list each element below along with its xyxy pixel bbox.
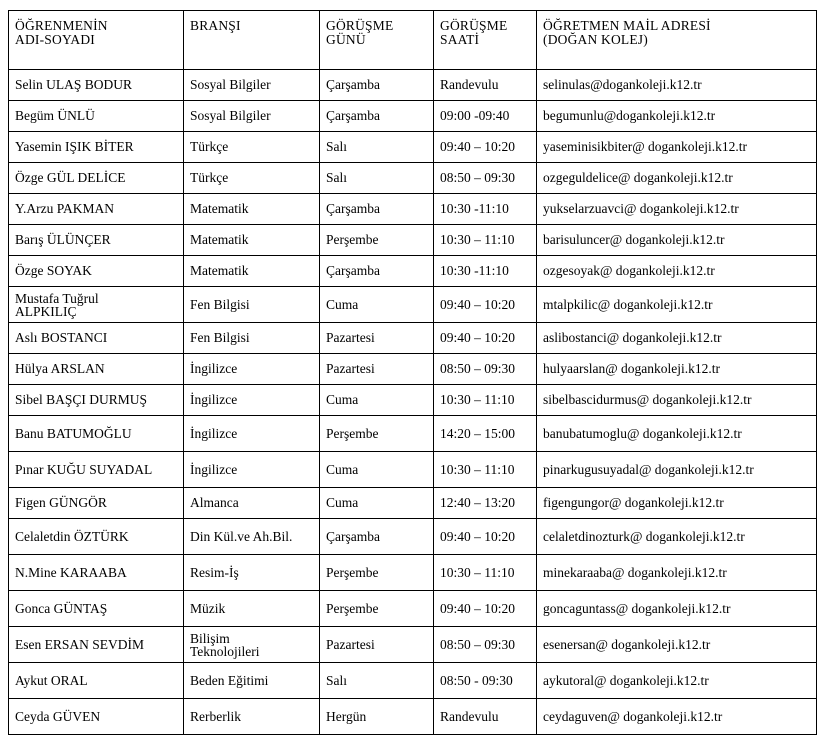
table-row [9, 132, 817, 163]
cell-email: mtalpkilic@ dogankoleji.k12.tr [537, 287, 817, 323]
cell-branch: İngilizce [184, 416, 320, 452]
cell-time: 10:30 – 11:10 [434, 452, 537, 488]
cell-name: Banu BATUMOĞLU [9, 416, 184, 452]
cell-email: aykutoral@ dogankoleji.k12.tr [537, 663, 817, 699]
cell-time: 09:40 – 10:20 [434, 591, 537, 627]
cell-time: Randevulu [434, 699, 537, 735]
cell-name: Esen ERSAN SEVDİM [9, 627, 184, 663]
cell-branch: Bilişim Teknolojileri [184, 627, 320, 663]
cell-email: selinulas@dogankoleji.k12.tr [537, 70, 817, 101]
cell-name: Figen GÜNGÖR [9, 488, 184, 519]
cell-email: yaseminisikbiter@ dogankoleji.k12.tr [537, 132, 817, 163]
header-branch: BRANŞI [184, 11, 320, 70]
cell-day: Perşembe [320, 416, 434, 452]
cell-day: Perşembe [320, 555, 434, 591]
cell-day: Salı [320, 132, 434, 163]
cell-day: Hergün [320, 699, 434, 735]
cell-email: sibelbascidurmus@ dogankoleji.k12.tr [537, 385, 817, 416]
cell-name: Aslı BOSTANCI [9, 323, 184, 354]
table-row [9, 385, 817, 416]
cell-time: 10:30 – 11:10 [434, 385, 537, 416]
table-row [9, 101, 817, 132]
cell-time: 08:50 – 09:30 [434, 627, 537, 663]
table-row [9, 591, 817, 627]
cell-day: Perşembe [320, 225, 434, 256]
cell-branch: Matematik [184, 194, 320, 225]
cell-branch: Resim-İş [184, 555, 320, 591]
cell-email: minekaraaba@ dogankoleji.k12.tr [537, 555, 817, 591]
cell-day: Çarşamba [320, 101, 434, 132]
cell-branch: Matematik [184, 256, 320, 287]
cell-day: Perşembe [320, 591, 434, 627]
cell-branch: İngilizce [184, 354, 320, 385]
cell-email: esenersan@ dogankoleji.k12.tr [537, 627, 817, 663]
cell-time: 08:50 – 09:30 [434, 354, 537, 385]
cell-name: Selin ULAŞ BODUR [9, 70, 184, 101]
cell-email: barisuluncer@ dogankoleji.k12.tr [537, 225, 817, 256]
cell-day: Pazartesi [320, 323, 434, 354]
cell-name: Sibel BAŞÇI DURMUŞ [9, 385, 184, 416]
cell-branch: Din Kül.ve Ah.Bil. [184, 519, 320, 555]
header-time: GÖRÜŞME SAATİ [434, 11, 537, 70]
cell-day: Çarşamba [320, 256, 434, 287]
cell-day: Cuma [320, 287, 434, 323]
table-row [9, 627, 817, 663]
cell-email: figengungor@ dogankoleji.k12.tr [537, 488, 817, 519]
cell-time: 14:20 – 15:00 [434, 416, 537, 452]
table-row [9, 519, 817, 555]
table-body [9, 70, 817, 735]
cell-email: banubatumoglu@ dogankoleji.k12.tr [537, 416, 817, 452]
cell-email: aslibostanci@ dogankoleji.k12.tr [537, 323, 817, 354]
cell-time: 08:50 - 09:30 [434, 663, 537, 699]
cell-name: Özge GÜL DELİCE [9, 163, 184, 194]
cell-name: Gonca GÜNTAŞ [9, 591, 184, 627]
cell-time: 10:30 – 11:10 [434, 555, 537, 591]
cell-name: Aykut ORAL [9, 663, 184, 699]
cell-branch: Beden Eğitimi [184, 663, 320, 699]
cell-day: Çarşamba [320, 194, 434, 225]
cell-time: 12:40 – 13:20 [434, 488, 537, 519]
cell-branch: İngilizce [184, 385, 320, 416]
cell-email: ozgeguldelice@ dogankoleji.k12.tr [537, 163, 817, 194]
table-row [9, 699, 817, 735]
cell-time: 08:50 – 09:30 [434, 163, 537, 194]
cell-time: 09:40 – 10:20 [434, 132, 537, 163]
cell-branch: Almanca [184, 488, 320, 519]
table-row [9, 354, 817, 385]
cell-name: Begüm ÜNLÜ [9, 101, 184, 132]
table-row [9, 452, 817, 488]
cell-branch: Fen Bilgisi [184, 287, 320, 323]
table-row [9, 488, 817, 519]
cell-branch: Sosyal Bilgiler [184, 101, 320, 132]
cell-name: Y.Arzu PAKMAN [9, 194, 184, 225]
table-header [9, 11, 817, 70]
cell-time: Randevulu [434, 70, 537, 101]
cell-branch: Türkçe [184, 132, 320, 163]
cell-time: 10:30 – 11:10 [434, 225, 537, 256]
cell-email: pinarkugusuyadal@ dogankoleji.k12.tr [537, 452, 817, 488]
table-row [9, 416, 817, 452]
cell-time: 09:00 -09:40 [434, 101, 537, 132]
cell-name: Ceyda GÜVEN [9, 699, 184, 735]
cell-time: 10:30 -11:10 [434, 194, 537, 225]
cell-day: Çarşamba [320, 70, 434, 101]
cell-branch: Türkçe [184, 163, 320, 194]
cell-day: Cuma [320, 385, 434, 416]
cell-name: Barış ÜLÜNÇER [9, 225, 184, 256]
cell-email: begumunlu@dogankoleji.k12.tr [537, 101, 817, 132]
cell-time: 09:40 – 10:20 [434, 287, 537, 323]
cell-day: Salı [320, 163, 434, 194]
cell-branch: Rerberlik [184, 699, 320, 735]
cell-time: 09:40 – 10:20 [434, 323, 537, 354]
cell-branch: Matematik [184, 225, 320, 256]
table-row [9, 663, 817, 699]
cell-email: goncaguntass@ dogankoleji.k12.tr [537, 591, 817, 627]
table-row [9, 323, 817, 354]
cell-email: yukselarzuavci@ dogankoleji.k12.tr [537, 194, 817, 225]
cell-day: Salı [320, 663, 434, 699]
table-row [9, 163, 817, 194]
cell-branch: İngilizce [184, 452, 320, 488]
cell-email: ozgesoyak@ dogankoleji.k12.tr [537, 256, 817, 287]
table-row [9, 555, 817, 591]
table-row [9, 256, 817, 287]
cell-name: Hülya ARSLAN [9, 354, 184, 385]
header-row [9, 11, 817, 70]
cell-name: Celaletdin ÖZTÜRK [9, 519, 184, 555]
cell-time: 09:40 – 10:20 [434, 519, 537, 555]
header-day: GÖRÜŞME GÜNÜ [320, 11, 434, 70]
header-name: ÖĞRENMENİN ADI-SOYADI [9, 11, 184, 70]
cell-email: ceydaguven@ dogankoleji.k12.tr [537, 699, 817, 735]
cell-name: Özge SOYAK [9, 256, 184, 287]
cell-name: Pınar KUĞU SUYADAL [9, 452, 184, 488]
table-row [9, 287, 817, 323]
table-row [9, 225, 817, 256]
cell-branch: Sosyal Bilgiler [184, 70, 320, 101]
cell-name: Yasemin IŞIK BİTER [9, 132, 184, 163]
cell-name: Mustafa Tuğrul ALPKILIÇ [9, 287, 184, 323]
cell-branch: Müzik [184, 591, 320, 627]
table-row [9, 70, 817, 101]
teacher-meeting-table [8, 10, 817, 735]
cell-branch: Fen Bilgisi [184, 323, 320, 354]
cell-email: celaletdinozturk@ dogankoleji.k12.tr [537, 519, 817, 555]
cell-day: Cuma [320, 452, 434, 488]
cell-day: Çarşamba [320, 519, 434, 555]
cell-name: N.Mine KARAABA [9, 555, 184, 591]
header-email: ÖĞRETMEN MAİL ADRESİ (DOĞAN KOLEJ) [537, 11, 817, 70]
cell-time: 10:30 -11:10 [434, 256, 537, 287]
table-row [9, 194, 817, 225]
cell-day: Pazartesi [320, 354, 434, 385]
cell-day: Pazartesi [320, 627, 434, 663]
cell-day: Cuma [320, 488, 434, 519]
cell-email: hulyaarslan@ dogankoleji.k12.tr [537, 354, 817, 385]
